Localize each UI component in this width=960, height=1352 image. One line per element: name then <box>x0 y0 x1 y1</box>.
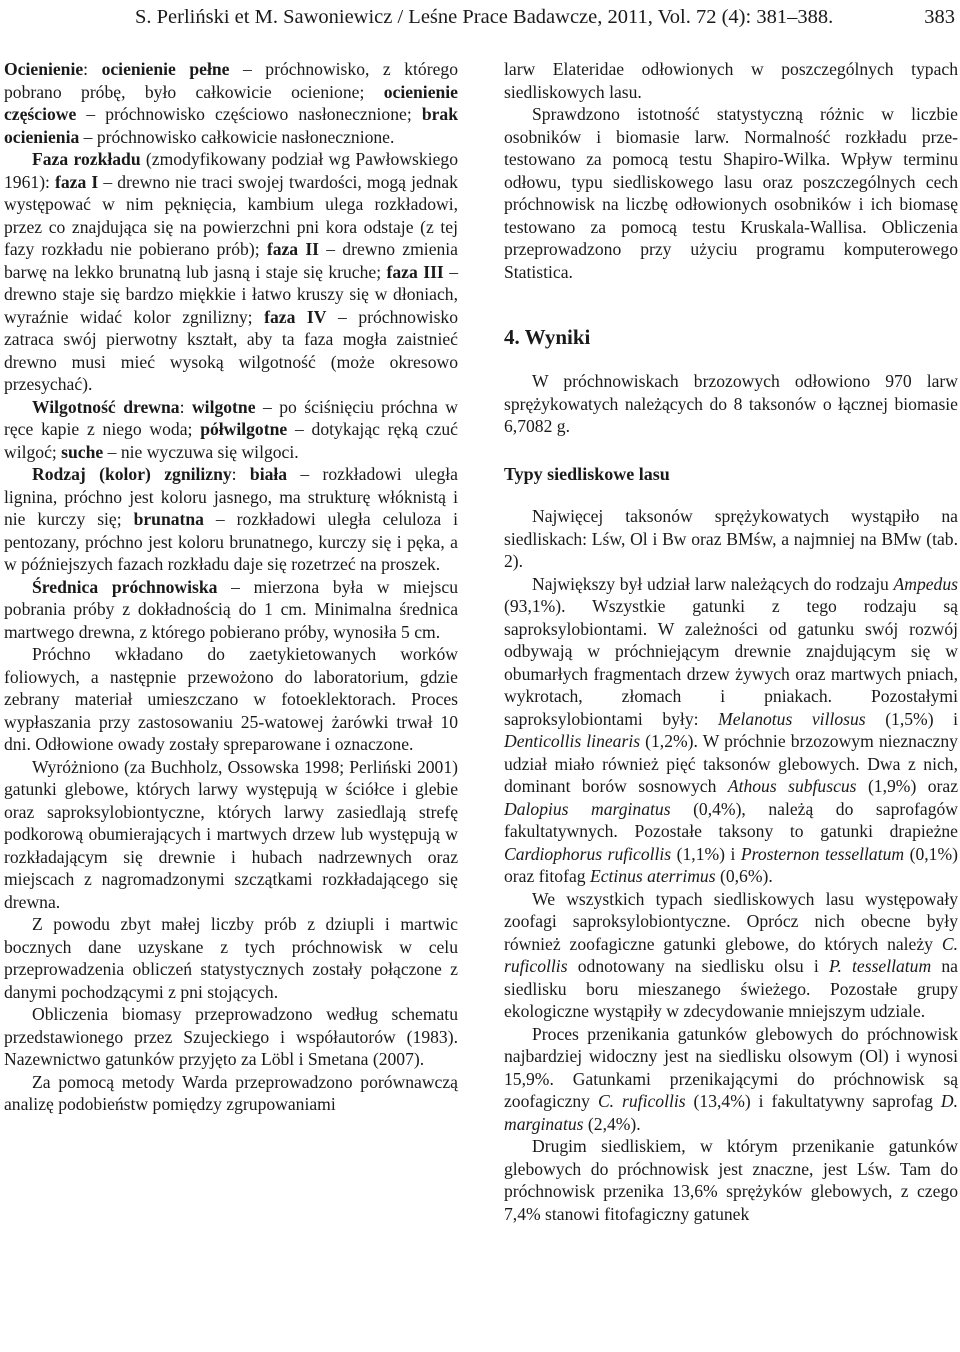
text-run: (1,5%) i <box>865 708 958 729</box>
italic-taxon: Dalopius marginatus <box>504 798 671 819</box>
text-run: Największy był udział larw należących do rodzaju <box>532 573 894 594</box>
bold-term: brunatna <box>133 509 204 529</box>
italic-taxon: C. ruficollis <box>504 933 958 976</box>
text-run: (2,4%). <box>583 1113 641 1134</box>
text-run: – drewno nie traci swojej twardości, mogą jednak występować w nim pęknięcia, kambium ulega rozkładowi, przez co znajdująca się na powierzchni pni kora odstaje (z tej fazy rozkładu nie pobierano prób); <box>4 171 458 259</box>
text-run: – próchnowisko, z którego pobrano próbę, było całkowicie ocienione; <box>4 59 458 102</box>
text-run: (1,9%) oraz <box>856 776 958 796</box>
running-title: S. Perliński et M. Sawoniewicz / Leśne Prace Badawcze, 2011, Vol. 72 (4): 381–388. <box>135 6 834 28</box>
paragraph-shading <box>4 58 458 148</box>
paragraph-decay-phase <box>4 148 458 396</box>
bold-term: faza III <box>386 261 444 282</box>
paragraph-species-groups: Wyróżniono (za Buchholz, Ossowska 1998; Perliński 2001) gatunki glebowe, których larwy występują w ściółce i glebie oraz saproksylobiontyczne, których larwy zasiedlają strefę podkorową obumierających i martwych drzew lub występują w rozkładającym się drewnie i hubach nadrzewnych oraz miejscach z nagromadzonymi szczątkami rozkładającego się drewna. <box>4 756 458 912</box>
italic-taxon: Melanotus villosus <box>718 708 866 729</box>
paragraph-zoophages <box>504 888 958 1023</box>
paragraph-continuation: larw Elateridae odłowionych w poszczególnych typach siedliskowych lasu. <box>504 59 958 102</box>
text-run: (0,6%). <box>715 866 773 886</box>
paragraph-ward-method: Za pomocą metody Warda przeprowadzono porównawczą analizę podobieństw pomiędzy zgrupowaniami <box>4 1071 458 1114</box>
bold-term: ocienienie pełne <box>101 59 230 79</box>
bold-term: ocienienie częściowe <box>4 81 458 124</box>
italic-taxon: Ampedus <box>893 573 958 594</box>
text-run: – nie wyczuwa się wilgoci. <box>103 441 299 462</box>
text-run: (13,4%) i fakultatywny saprofag <box>685 1091 941 1111</box>
paragraph-diameter <box>4 576 458 644</box>
paragraph-biomass-method: Obliczenia biomasy przeprowadzono według schematu przedstawionego przez Szujeckiego i współautorów (1983). Nazewnictwo gatunków przyjęto za Löbl i Smetana (2007). <box>4 1004 458 1069</box>
italic-taxon: Athous subfuscus <box>727 776 857 796</box>
italic-taxon: Cardiophorus ruficollis <box>504 843 672 864</box>
bold-term: Faza rozkładu <box>32 149 141 169</box>
text-run: (1,1%) i <box>671 843 741 864</box>
right-column <box>504 58 958 1225</box>
page-number: 383 <box>924 6 955 28</box>
italic-taxon: C. ruficollis <box>597 1091 686 1111</box>
text-run: – drewno zmienia barwę na lekko brunatną lub jasną i staje się kruche; <box>4 239 458 282</box>
bold-term: wilgotne <box>191 396 256 417</box>
text-run: odnotowany na siedlisku olsu i <box>567 956 829 976</box>
bold-term: suche <box>61 441 104 462</box>
bold-term: Wilgotność drewna <box>32 396 180 417</box>
text-run: – dotykając ręką czuć wilgoć; <box>4 419 458 462</box>
italic-taxon: Denticollis linearis <box>504 731 641 751</box>
bold-term: Rodzaj (kolor) zgnilizny <box>32 464 232 484</box>
paragraph-ampedus-share <box>504 573 958 888</box>
text-run: : <box>231 464 250 484</box>
text-run: (zmodyfikowany podział wg Pawłowskiego 1961): <box>4 149 458 192</box>
italic-taxon: D. marginatus <box>504 1091 958 1134</box>
text-run: – mierzona była w miejscu pobrania próby z dokładnością do 1 cm. Minimalna średnica martwego drewna, z którego pobierano próby, wynosiła 5 cm. <box>4 576 458 642</box>
text-run: Proces przenikania gatunków glebowych do próchnowisk najbardziej widoczny jest na siedlisku olsowym (Ol) i wynosi 15,9%. Gatunkami przenikającymi do próchnowisk są zoofagiczny <box>504 1023 958 1111</box>
paragraph-statistics: Sprawdzono istotność statystyczną różnic w liczbie osobników i biomasie larw. Normalność rozkładu przetestowano za pomocą testu Shapiro-Wilka. Wpływ terminu odłowu, typu siedliskowego lasu oraz poszczególnych cech próchnowisk na liczbę odłowionych osobników i ich biomasę testowano za pomocą testu Kruskala-Wallisa. Obliczenia przeprowadzono przy użyciu programu komputerowego Statistica. <box>504 104 958 282</box>
text-run: – próchnowisko zatraca swój pierwotny kształt, aby ta faza mogła zaistnieć drewno musi mieć wysoką wilgotność (może okresowo przesychać). <box>4 306 459 394</box>
text-run: (93,1%). Wszystkie gatunki z tego rodzaju są saproksylobiontami. W zależności od gatunku swój rozwój odbywają w próchniejącym drewnie znajdującym się w obumarłych fragmentach drzew żywych oraz martwych pniach, wykrotach, złomach i pniakach. Pozostałymi saproksylobiontami były: <box>504 596 958 729</box>
text-run: – po ściśnięciu próchna w ręce kapie z niego woda; <box>4 396 458 439</box>
bold-term: biała <box>249 464 288 484</box>
text-run: – próchnowisko częściowo nasłonecznione; <box>76 104 422 124</box>
italic-taxon: Ectinus aterrimus <box>589 866 716 886</box>
paragraph-wood-moisture <box>4 396 458 464</box>
text-run: – rozkładowi uległa celuloza i pentozany, próchno jest koloru brunatnego, kurczy się i pęka, a w późniejszych fazach rozkładu daje się rozetrzeć na proszek. <box>4 509 458 574</box>
paragraph-taxa-habitats: Najwięcej taksonów sprężykowatych wystąpiło na siedliskach: Lśw, Ol i Bw oraz BMśw, a najmniej na BMw (tab. 2). <box>504 506 958 571</box>
subsection-heading-habitat-types: Typy siedliskowe lasu <box>504 463 670 484</box>
paragraph-soil-species-penetration <box>504 1023 958 1136</box>
paragraph-data-merging: Z powodu zbyt małej liczby prób z dziupli i martwic bocznych dane uzyskane z tych próchnowisk w celu przeprowadzenia obliczeń statystycznych zostały połączone z danymi pochodzącymi z pni stojących. <box>4 914 458 1002</box>
text-run: We wszystkich typach siedliskowych lasu występowały zoofagi saproksylobiontyczne. Oprócz nich obecne były również zoofagiczne gatunki glebowe, do których należy <box>504 888 958 954</box>
left-column <box>4 58 458 1116</box>
text-run: (0,4%), należą do saprofagów fakultatywnych. Pozostałe taksony to gatunki drapieżne <box>504 798 958 841</box>
bold-term: faza IV <box>264 306 327 327</box>
bold-term: półwilgotne <box>200 419 288 439</box>
text-run: – próchnowisko całkowicie nasłonecznione. <box>79 126 395 147</box>
text-run: – drewno staje się bardzo miękkie i łatwo kruszy się w dłoniach, wyraźnie widać kolor zgnilizny; <box>4 261 458 327</box>
italic-taxon: P. tessellatum <box>828 956 932 976</box>
text-run: : <box>83 59 102 79</box>
italic-taxon: Prosternon tessellatum <box>740 843 905 864</box>
bold-term: Ocienienie <box>4 59 84 79</box>
bold-term: Średnica próchnowiska <box>32 576 218 597</box>
bold-term: faza I <box>55 171 99 192</box>
paragraph-sample-processing: Próchno wkładano do zaetykietowanych worków foliowych, a następnie przewożono do laboratorium, gdzie zebrany materiał umieszczano w fotoeklektorach. Proces wypłaszania przy zastosowaniu 25-watowej żarówki trwał 10 dni. Odłowione owady zostały spreparowane i oznaczone. <box>4 644 458 754</box>
paragraph-second-habitat: Drugim siedliskiem, w którym przenikanie gatunków glebowych do próchnowisk jest znaczne, jest Lśw. Tam do próchnowisk przenika 13,6% sprężyków glebowych, z czego 7,4% stanowi fitofagiczny gatunek <box>504 1136 958 1224</box>
text-run: na siedlisku boru mieszanego świeżego. Pozostałe grupy ekologiczne wystąpiły w zdecydowanie mniejszym udziale. <box>504 956 958 1021</box>
text-run: – rozkładowi uległa lignina, próchno jest koloru jasnego, ma strukturę włóknistą i nie kurczy się; <box>4 464 458 529</box>
paragraph-rot-type <box>4 463 458 576</box>
bold-term: faza II <box>266 239 320 259</box>
text-run: : <box>179 396 192 417</box>
section-heading-results: 4. Wyniki <box>504 325 591 349</box>
text-run: (0,1%) oraz fitofag <box>504 843 958 886</box>
paragraph-results-summary: W próchnowiskach brzozowych odłowiono 970 larw sprężykowatych należących do 8 taksonów o łącznej biomasie 6,7082 g. <box>504 371 958 436</box>
bold-term: brak ocienienia <box>4 104 458 147</box>
running-header <box>0 2 960 32</box>
text-run: (1,2%). W próchnie brzozowym nieznaczny udział miało również pięć taksonów glebowych. Dwa z nich, dominant borów sosnowych <box>504 731 958 796</box>
